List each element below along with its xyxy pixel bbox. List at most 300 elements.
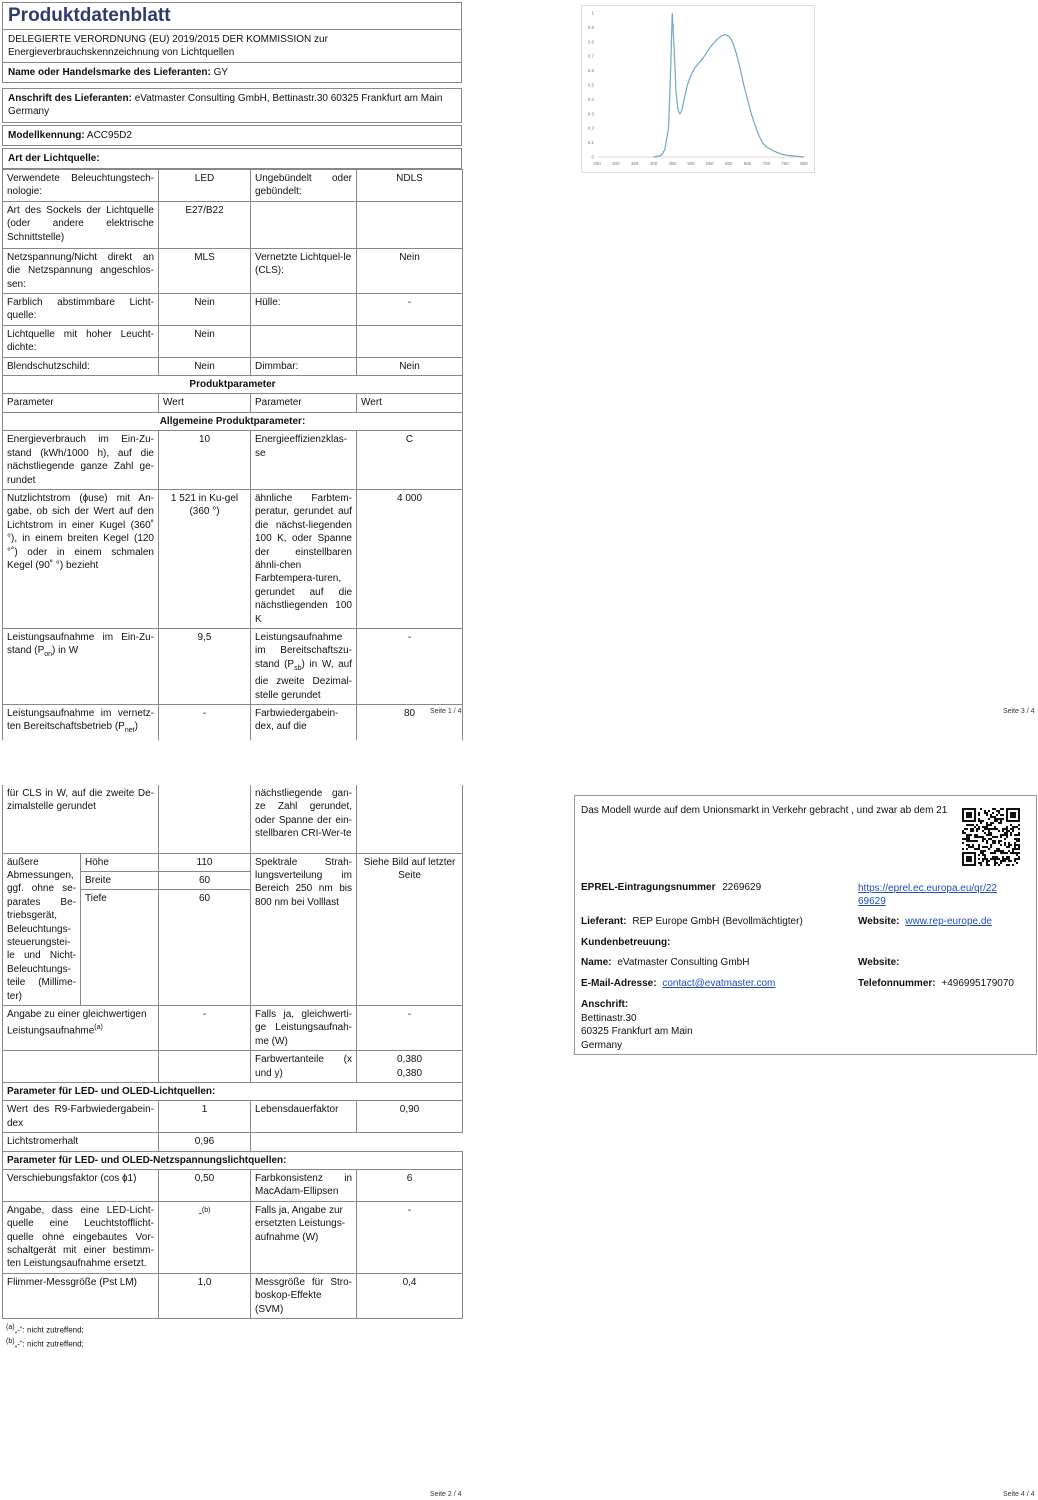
qr-module — [966, 808, 968, 810]
qr-module — [1006, 858, 1008, 860]
qr-module — [1018, 810, 1020, 812]
qr-module — [996, 818, 998, 820]
qr-module — [1004, 838, 1006, 840]
param-label-text: Leistungsaufnahme im Ein-Zu-stand (P — [7, 631, 154, 657]
chart-y-ticks — [588, 11, 595, 160]
qr-module — [1016, 852, 1018, 854]
qr-module — [982, 858, 984, 860]
param-value-text: - — [198, 1208, 202, 1220]
qr-module — [964, 808, 966, 810]
qr-module — [962, 830, 964, 832]
param-label: Energieeffizienzklas-se — [251, 431, 357, 490]
width-label: Breite — [81, 871, 159, 889]
qr-module — [1006, 830, 1008, 832]
qr-module — [980, 850, 982, 852]
param-value — [357, 1051, 463, 1083]
market-date-text: Das Modell wurde auf dem Unionsmarkt in Verkehr gebracht , und zwar ab dem 21 — [581, 805, 948, 816]
qr-module — [968, 816, 970, 818]
qr-module — [998, 858, 1000, 860]
param-value: E27/B22 — [159, 201, 251, 248]
qr-module — [972, 852, 974, 854]
param-value: 4 000 — [357, 489, 463, 628]
spectrum-series-line — [653, 13, 804, 157]
qr-module — [1004, 834, 1006, 836]
qr-module — [970, 824, 972, 826]
depth-label: Tiefe — [81, 890, 159, 1006]
table-row — [3, 1170, 463, 1202]
led-params-heading: Parameter für LED- und OLED-Lichtquellen: — [3, 1083, 463, 1101]
supplier-row — [581, 916, 803, 927]
qr-module — [998, 830, 1000, 832]
page-number-3: Seite 3 / 4 — [1003, 708, 1035, 715]
model-label: Modellkennung: — [8, 130, 85, 141]
param-label-sub: sb — [294, 664, 302, 672]
qr-module — [982, 840, 984, 842]
supplier-address-value: eVatmaster Consulting GmbH, Bettinastr.30 60325 Frankfurt am Main Germany — [8, 93, 443, 117]
qr-module — [966, 828, 968, 830]
param-label: Falls ja, Angabe zur ersetzten Leistungs-aufnahme (W) — [251, 1201, 357, 1273]
param-label: Energieverbrauch im Ein-Zu-stand (kWh/1000 h), auf die nächstliegende ganze Zahl ge-rundet — [3, 431, 159, 490]
phone-label: Telefonnummer: — [858, 978, 936, 989]
qr-module — [1014, 816, 1016, 818]
qr-module — [1012, 848, 1014, 850]
qr-module — [974, 862, 976, 864]
qr-module — [1010, 852, 1012, 854]
empty-cell — [251, 1133, 463, 1151]
qr-module — [1006, 864, 1008, 866]
qr-module — [1002, 828, 1004, 830]
qr-module — [1018, 816, 1020, 818]
qr-module — [1000, 822, 1002, 824]
qr-module — [996, 828, 998, 830]
qr-module — [996, 856, 998, 858]
qr-module — [1018, 814, 1020, 816]
qr-module — [962, 810, 964, 812]
qr-module — [978, 846, 980, 848]
qr-module — [988, 834, 990, 836]
qr-module — [1016, 834, 1018, 836]
qr-module — [994, 856, 996, 858]
param-label: Flimmer-Messgröße (Pst LM) — [3, 1273, 159, 1318]
qr-module — [982, 820, 984, 822]
param-value: C — [357, 431, 463, 490]
eprel-url-line-2[interactable]: 69629 — [858, 896, 886, 907]
qr-module — [1000, 834, 1002, 836]
param-label: für CLS in W, auf die zweite De-zimalstelle gerundet — [3, 785, 159, 853]
qr-module — [986, 822, 988, 824]
param-label: ähnliche Farbtem-peratur, gerundet auf die nächst-liegenden 100 K, oder Spanne der einstellbaren ähnli-chen Farbtempera-turen, gerundet auf die nächstliegenden 100 K — [251, 489, 357, 628]
qr-module — [1012, 826, 1014, 828]
qr-module — [978, 818, 980, 820]
qr-module — [992, 808, 994, 810]
qr-module — [1010, 824, 1012, 826]
table-row — [3, 1133, 463, 1151]
table-row — [3, 1151, 463, 1169]
param-label: Blendschutzschild: — [3, 357, 159, 375]
param-label-text: Angabe zu einer gleichwertigen Leistungsaufnahme — [7, 1008, 147, 1037]
param-value: 80 — [357, 705, 463, 740]
qr-module — [1018, 818, 1020, 820]
footnote-text: „-“: nicht zutreffend; — [14, 1339, 84, 1349]
qr-module — [994, 818, 996, 820]
qr-module — [992, 858, 994, 860]
param-label — [3, 628, 159, 704]
page-1 — [2, 2, 462, 740]
qr-module — [962, 842, 964, 844]
table-row — [3, 853, 463, 871]
qr-module — [1002, 852, 1004, 854]
qr-module — [1000, 808, 1002, 810]
width-value: 60 — [159, 871, 251, 889]
qr-module — [1018, 820, 1020, 822]
qr-module — [970, 814, 972, 816]
qr-module — [974, 812, 976, 814]
footnotes — [6, 1322, 462, 1349]
qr-module — [964, 838, 966, 840]
qr-module — [992, 856, 994, 858]
qr-module — [1016, 808, 1018, 810]
qr-module — [974, 810, 976, 812]
qr-module — [1002, 856, 1004, 858]
qr-module — [994, 816, 996, 818]
qr-module — [970, 856, 972, 858]
param-label: Lichtquelle mit hoher Leucht-dichte: — [3, 325, 159, 357]
param-value — [159, 1051, 251, 1083]
col-header-value: Wert — [357, 394, 463, 412]
footnote-b — [6, 1336, 462, 1350]
chart-x-ticks — [591, 154, 808, 166]
phone-value: +496995179070 — [941, 978, 1014, 989]
eprel-link[interactable] — [858, 882, 997, 908]
qr-module — [998, 810, 1000, 812]
qr-module — [994, 808, 996, 810]
qr-module — [1000, 850, 1002, 852]
x-tick-label: 400 — [649, 161, 658, 166]
qr-module — [972, 808, 974, 810]
qr-module — [1018, 856, 1020, 858]
table-row — [3, 785, 463, 853]
qr-module — [1004, 828, 1006, 830]
qr-module — [1006, 820, 1008, 822]
qr-module — [1008, 844, 1010, 846]
param-label: Messgröße für Stro-boskop-Effekte (SVM) — [251, 1273, 357, 1318]
page-number-1: Seite 1 / 4 — [430, 708, 462, 715]
qr-module — [988, 830, 990, 832]
table-row — [3, 325, 463, 357]
qr-module — [966, 838, 968, 840]
footnote-ref: (a) — [94, 1024, 103, 1032]
table-row — [3, 412, 463, 430]
qr-module — [972, 864, 974, 866]
param-label: nächstliegende gan-ze Zahl gerundet, oder Spanne der ein-stellbaren CRI-Wer-te — [251, 785, 357, 853]
spectrum-chart — [581, 5, 815, 173]
qr-module — [990, 858, 992, 860]
qr-module — [1002, 808, 1004, 810]
param-value — [159, 1201, 251, 1273]
qr-module — [976, 834, 978, 836]
qr-module — [964, 820, 966, 822]
qr-module — [998, 842, 1000, 844]
param-label: Vernetzte Lichtquel-le (CLS): — [251, 248, 357, 293]
qr-module — [986, 812, 988, 814]
qr-module — [1000, 852, 1002, 854]
y-tick-label: 1 — [591, 10, 594, 16]
qr-module — [1018, 858, 1020, 860]
qr-module — [964, 832, 966, 834]
x-tick-label: 650 — [743, 161, 752, 166]
qr-module — [982, 860, 984, 862]
param-value: - — [357, 1201, 463, 1273]
qr-module — [992, 816, 994, 818]
qr-module — [1010, 820, 1012, 822]
x-tick-label: 550 — [706, 161, 714, 166]
qr-module — [1010, 828, 1012, 830]
qr-module — [1006, 812, 1008, 814]
qr-module — [980, 862, 982, 864]
eprel-label: EPREL-Eintragungsnummer — [581, 882, 716, 893]
page-number-2: Seite 2 / 4 — [430, 1491, 462, 1498]
param-label: Lebensdauerfaktor — [251, 1101, 357, 1133]
qr-module — [1014, 848, 1016, 850]
type-table — [2, 169, 463, 740]
param-value: MLS — [159, 248, 251, 293]
qr-module — [1018, 828, 1020, 830]
qr-module — [998, 850, 1000, 852]
qr-module — [984, 832, 986, 834]
table-row — [3, 1201, 463, 1273]
param-label: Farbwiedergabein-dex, auf die — [251, 705, 357, 740]
qr-module — [1018, 840, 1020, 842]
qr-module — [1000, 818, 1002, 820]
qr-module — [980, 820, 982, 822]
qr-module — [1002, 860, 1004, 862]
param-label: Ungebündelt oder gebündelt: — [251, 170, 357, 202]
param-value: - — [159, 705, 251, 740]
qr-module — [1016, 854, 1018, 856]
qr-module — [1000, 814, 1002, 816]
page-number-4: Seite 4 / 4 — [1003, 1491, 1035, 1498]
qr-module — [1018, 844, 1020, 846]
footnote-marker: (b) — [6, 1337, 15, 1345]
qr-module — [962, 812, 964, 814]
param-label — [251, 628, 357, 704]
qr-module — [984, 846, 986, 848]
table-row — [3, 1051, 463, 1083]
qr-module — [1008, 860, 1010, 862]
qr-module — [970, 808, 972, 810]
qr-module — [968, 864, 970, 866]
param-value: 1,0 — [159, 1273, 251, 1318]
param-value: 0,4 — [357, 1273, 463, 1318]
param-value: 9,5 — [159, 628, 251, 704]
address-label: Anschrift: — [581, 999, 629, 1010]
supplier-address-label: Anschrift des Lieferanten: — [8, 93, 132, 104]
qr-module — [962, 864, 964, 866]
qr-module — [1014, 852, 1016, 854]
param-value: 1 — [159, 1101, 251, 1133]
qr-module — [966, 820, 968, 822]
param-value — [357, 785, 463, 853]
supplier-name-label: Name oder Handelsmarke des Lieferanten: — [8, 67, 211, 78]
qr-module — [988, 864, 990, 866]
qr-module — [1016, 820, 1018, 822]
table-row — [3, 294, 463, 326]
qr-module — [992, 852, 994, 854]
param-label: Falls ja, gleichwerti-ge Leistungsaufnah-me (W) — [251, 1005, 357, 1050]
depth-value: 60 — [159, 890, 251, 1006]
qr-module — [1002, 834, 1004, 836]
param-value: NDLS — [357, 170, 463, 202]
col-header-param: Parameter — [251, 394, 357, 412]
param-value: - — [357, 294, 463, 326]
qr-module — [1016, 840, 1018, 842]
qr-module — [998, 818, 1000, 820]
param-label: Hülle: — [251, 294, 357, 326]
qr-module — [1018, 812, 1020, 814]
qr-module — [970, 864, 972, 866]
qr-module — [1006, 810, 1008, 812]
qr-module — [1006, 832, 1008, 834]
qr-module — [1014, 834, 1016, 836]
qr-module — [970, 820, 972, 822]
qr-module — [1008, 808, 1010, 810]
qr-module — [986, 864, 988, 866]
qr-module — [1018, 852, 1020, 854]
qr-module — [1012, 812, 1014, 814]
qr-module — [994, 850, 996, 852]
qr-module — [962, 838, 964, 840]
qr-module — [984, 854, 986, 856]
qr-module — [1006, 814, 1008, 816]
qr-module — [984, 850, 986, 852]
qr-module — [978, 858, 980, 860]
qr-module — [982, 852, 984, 854]
param-label — [251, 325, 357, 357]
y-tick-label: 0.1 — [587, 140, 594, 146]
email-row — [581, 978, 775, 989]
qr-module — [992, 822, 994, 824]
qr-module — [994, 858, 996, 860]
qr-module — [1018, 848, 1020, 850]
height-value: 110 — [159, 853, 251, 871]
eprel-url-line-1[interactable]: https://eprel.ec.europa.eu/qr/22 — [858, 883, 997, 894]
qr-module — [974, 808, 976, 810]
qr-module — [980, 836, 982, 838]
qr-module — [1014, 812, 1016, 814]
qr-module — [974, 818, 976, 820]
qr-module — [972, 846, 974, 848]
qr-module — [968, 808, 970, 810]
qr-module — [1006, 852, 1008, 854]
param-label-text: Leistungsaufnahme im vernetz-ten Bereitschaftsbetrieb (P — [7, 708, 154, 733]
eprel-value: 2269629 — [722, 882, 762, 893]
qr-module — [974, 852, 976, 854]
table-row — [3, 1005, 463, 1050]
table-row — [3, 489, 463, 628]
qr-module — [998, 840, 1000, 842]
qr-module — [984, 828, 986, 830]
qr-module — [1018, 846, 1020, 848]
qr-module — [978, 820, 980, 822]
qr-module — [976, 848, 978, 850]
param-label: Dimmbar: — [251, 357, 357, 375]
qr-module — [978, 836, 980, 838]
qr-module — [1014, 838, 1016, 840]
param-value: 6 — [357, 1170, 463, 1202]
param-label-text: ) in W, auf die zweite Dezimal-stelle gerundet — [255, 658, 352, 701]
qr-module — [980, 852, 982, 854]
qr-module — [1006, 856, 1008, 858]
qr-module — [998, 848, 1000, 850]
qr-module — [1018, 808, 1020, 810]
qr-module — [986, 862, 988, 864]
qr-module — [982, 826, 984, 828]
qr-module — [966, 864, 968, 866]
qr-module — [1008, 856, 1010, 858]
qr-module — [992, 840, 994, 842]
email-link[interactable]: contact@evatmaster.com — [662, 978, 776, 989]
table-row — [3, 431, 463, 490]
qr-module — [980, 822, 982, 824]
qr-module — [968, 852, 970, 854]
x-tick-label: 500 — [687, 161, 695, 166]
qr-module — [1006, 846, 1008, 848]
param-label: Farbwertanteile (x und y) — [251, 1051, 357, 1083]
qr-module — [962, 856, 964, 858]
qr-module — [978, 862, 980, 864]
qr-module — [966, 844, 968, 846]
qr-module — [964, 828, 966, 830]
footnote-a — [6, 1322, 462, 1336]
y-tick-label: 0.9 — [587, 24, 594, 30]
qr-module — [974, 856, 976, 858]
qr-module — [1016, 858, 1018, 860]
qr-module — [1006, 834, 1008, 836]
param-label: Verwendete Beleuchtungstech-nologie: — [3, 170, 159, 202]
qr-module — [966, 852, 968, 854]
qr-module — [984, 812, 986, 814]
qr-module — [1016, 838, 1018, 840]
qr-module — [968, 844, 970, 846]
table-row — [3, 376, 463, 394]
qr-module — [968, 840, 970, 842]
x-tick-label: 700 — [762, 161, 771, 166]
param-value: Siehe Bild auf letzter Seite — [357, 853, 463, 1005]
general-params-heading: Allgemeine Produktparameter: — [3, 412, 463, 430]
qr-module — [996, 810, 998, 812]
table-row — [3, 1273, 463, 1318]
x-tick-label: 350 — [630, 161, 639, 166]
param-value: Nein — [159, 294, 251, 326]
param-label-text: ) in W — [52, 645, 79, 657]
qr-module — [974, 816, 976, 818]
qr-module — [986, 842, 988, 844]
qr-module — [976, 840, 978, 842]
website-link[interactable]: www.rep-europe.de — [905, 916, 992, 927]
qr-module — [986, 860, 988, 862]
qr-module — [976, 836, 978, 838]
table-row — [3, 394, 463, 412]
qr-module — [1010, 860, 1012, 862]
chromaticity-y: 0,380 — [397, 1067, 423, 1079]
param-value: Nein — [159, 325, 251, 357]
qr-module — [1002, 818, 1004, 820]
y-tick-label: 0.6 — [587, 68, 594, 74]
qr-module — [994, 860, 996, 862]
qr-module — [974, 854, 976, 856]
qr-module — [996, 820, 998, 822]
qr-module — [1000, 836, 1002, 838]
